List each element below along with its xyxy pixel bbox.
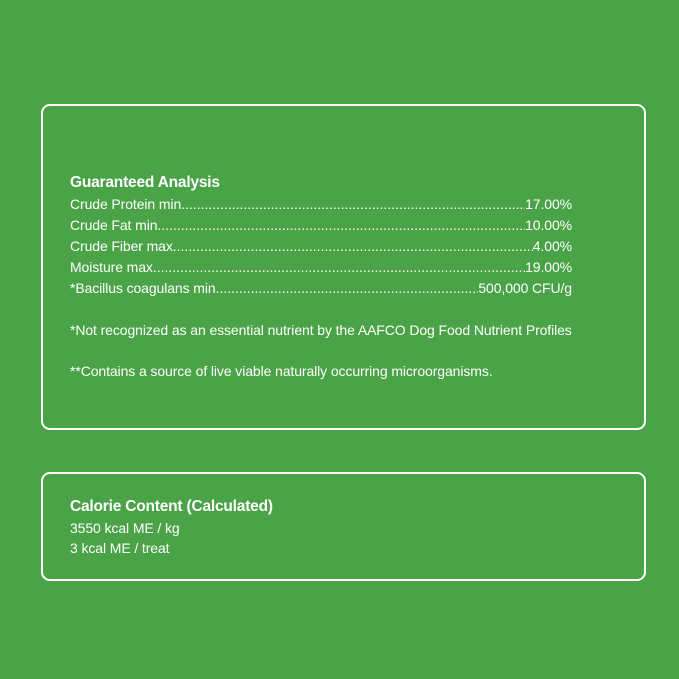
analysis-row-value: 19.00%: [525, 259, 572, 275]
analysis-row-label: Crude Fiber max: [70, 238, 173, 254]
analysis-row-value: 17.00%: [525, 196, 572, 212]
calorie-per-treat: 3 kcal ME / treat: [70, 540, 170, 556]
aafco-footnote: *Not recognized as an essential nutrient by the AAFCO Dog Food Nutrient Profiles: [70, 322, 572, 338]
microorganisms-footnote: **Contains a source of live viable naturally occurring microorganisms.: [70, 363, 493, 379]
dot-leader: [157, 215, 525, 236]
analysis-row-label: Crude Protein min: [70, 196, 182, 212]
analysis-row-crude-fiber: [70, 236, 572, 257]
calorie-per-kg: 3550 kcal ME / kg: [70, 520, 180, 536]
dot-leader: [216, 278, 479, 299]
calorie-content-panel: [41, 472, 646, 581]
analysis-row-label: Crude Fat min: [70, 217, 158, 233]
analysis-row-moisture: [70, 257, 572, 278]
analysis-row-label: Moisture max: [70, 259, 153, 275]
calorie-content-title: Calorie Content (Calculated): [70, 498, 273, 515]
analysis-row-value: 4.00%: [532, 238, 572, 254]
dot-leader: [173, 236, 533, 257]
analysis-row-crude-fat: [70, 215, 572, 236]
dot-leader: [153, 257, 525, 278]
guaranteed-analysis-title: Guaranteed Analysis: [70, 174, 220, 191]
analysis-row-crude-protein: [70, 194, 572, 215]
guaranteed-analysis-panel: [41, 104, 646, 430]
analysis-row-bacillus-coagulans: [70, 278, 572, 299]
analysis-row-value: 10.00%: [525, 217, 572, 233]
analysis-row-label: *Bacillus coagulans min: [70, 280, 216, 296]
analysis-row-value: 500,000 CFU/g: [478, 280, 572, 296]
dot-leader: [181, 194, 525, 215]
